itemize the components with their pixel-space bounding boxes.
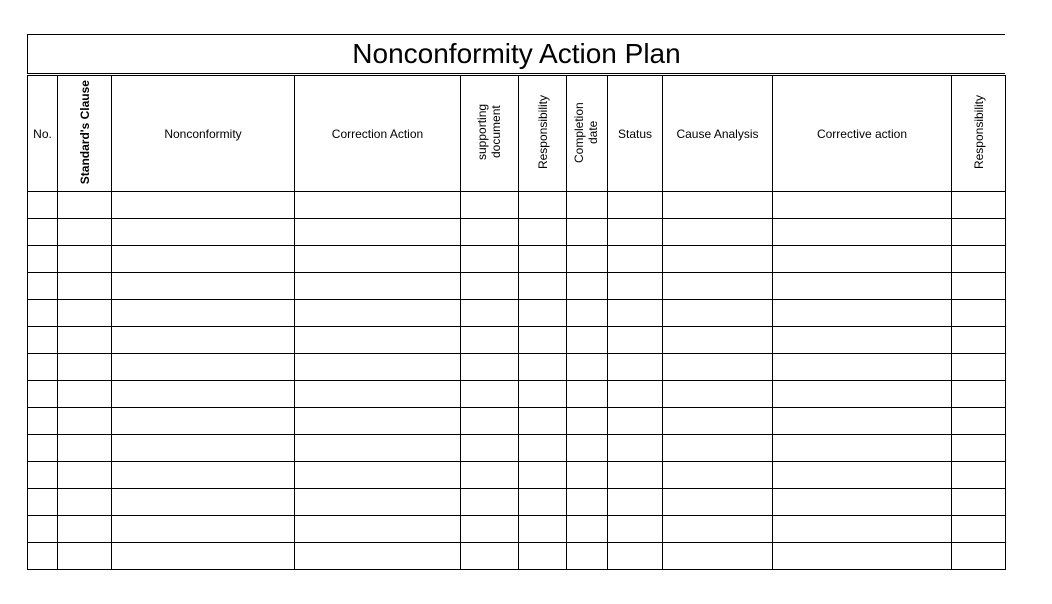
table-cell[interactable] bbox=[112, 462, 295, 489]
table-row bbox=[28, 192, 1006, 219]
table-cell[interactable] bbox=[773, 381, 952, 408]
table-cell[interactable] bbox=[58, 300, 112, 327]
table-cell[interactable] bbox=[519, 327, 567, 354]
table-cell[interactable] bbox=[295, 516, 461, 543]
table-cell[interactable] bbox=[952, 246, 1006, 273]
table-cell[interactable] bbox=[773, 327, 952, 354]
table-cell[interactable] bbox=[567, 327, 608, 354]
table-cell[interactable] bbox=[28, 246, 58, 273]
table-cell[interactable] bbox=[28, 273, 58, 300]
column-header-responsibility bbox=[519, 76, 567, 192]
table-cell[interactable] bbox=[608, 408, 663, 435]
table-cell[interactable] bbox=[112, 516, 295, 543]
table-cell[interactable] bbox=[663, 300, 773, 327]
column-header-label: Corrective action bbox=[816, 126, 908, 141]
table-cell[interactable] bbox=[952, 273, 1006, 300]
table-cell[interactable] bbox=[28, 381, 58, 408]
table-row bbox=[28, 354, 1006, 381]
table-cell[interactable] bbox=[773, 408, 952, 435]
table-cell[interactable] bbox=[295, 219, 461, 246]
table-cell[interactable] bbox=[28, 462, 58, 489]
column-header-no bbox=[28, 76, 58, 192]
table-cell[interactable] bbox=[461, 408, 519, 435]
table-row bbox=[28, 516, 1006, 543]
table-cell[interactable] bbox=[952, 462, 1006, 489]
table-cell[interactable] bbox=[952, 381, 1006, 408]
page-title: Nonconformity Action Plan bbox=[27, 34, 1005, 73]
table-row bbox=[28, 435, 1006, 462]
column-header-status bbox=[608, 76, 663, 192]
table-cell[interactable] bbox=[58, 219, 112, 246]
table-cell[interactable] bbox=[295, 300, 461, 327]
table-cell[interactable] bbox=[663, 435, 773, 462]
table-cell[interactable] bbox=[663, 354, 773, 381]
table-cell[interactable] bbox=[461, 435, 519, 462]
table-cell[interactable] bbox=[608, 300, 663, 327]
table-cell[interactable] bbox=[112, 408, 295, 435]
table-cell[interactable] bbox=[461, 192, 519, 219]
table-cell[interactable] bbox=[461, 246, 519, 273]
table-cell[interactable] bbox=[519, 354, 567, 381]
table-cell[interactable] bbox=[567, 300, 608, 327]
table-cell[interactable] bbox=[112, 219, 295, 246]
table-cell[interactable] bbox=[461, 354, 519, 381]
table-cell[interactable] bbox=[295, 327, 461, 354]
table-cell[interactable] bbox=[663, 516, 773, 543]
table-cell[interactable] bbox=[28, 435, 58, 462]
table-cell[interactable] bbox=[773, 354, 952, 381]
table-cell[interactable] bbox=[519, 462, 567, 489]
table-cell[interactable] bbox=[58, 246, 112, 273]
table-cell[interactable] bbox=[112, 435, 295, 462]
table-cell[interactable] bbox=[567, 192, 608, 219]
column-header-label: Status bbox=[617, 126, 653, 141]
table-cell[interactable] bbox=[295, 273, 461, 300]
table-cell[interactable] bbox=[663, 381, 773, 408]
table-cell[interactable] bbox=[58, 489, 112, 516]
table-cell[interactable] bbox=[608, 327, 663, 354]
column-header-label: supporting document bbox=[474, 103, 503, 161]
table-cell[interactable] bbox=[461, 543, 519, 570]
column-header-corrective-action bbox=[773, 76, 952, 192]
column-header-label: Nonconformity bbox=[164, 126, 242, 141]
table-cell[interactable] bbox=[663, 192, 773, 219]
table-row bbox=[28, 408, 1006, 435]
table-cell[interactable] bbox=[663, 219, 773, 246]
action-plan-sheet bbox=[27, 34, 1005, 576]
table-cell[interactable] bbox=[663, 273, 773, 300]
table-cell[interactable] bbox=[663, 543, 773, 570]
table-cell[interactable] bbox=[295, 381, 461, 408]
table-cell[interactable] bbox=[58, 408, 112, 435]
table-row bbox=[28, 219, 1006, 246]
table-cell[interactable] bbox=[519, 489, 567, 516]
table-cell[interactable] bbox=[295, 354, 461, 381]
column-header-cause-analysis bbox=[663, 76, 773, 192]
table-row bbox=[28, 246, 1006, 273]
action-plan-table bbox=[27, 75, 1006, 570]
table-cell[interactable] bbox=[58, 327, 112, 354]
table-cell[interactable] bbox=[952, 219, 1006, 246]
table-cell[interactable] bbox=[663, 246, 773, 273]
table-cell[interactable] bbox=[28, 516, 58, 543]
table-cell[interactable] bbox=[519, 246, 567, 273]
table-cell[interactable] bbox=[112, 246, 295, 273]
column-header-label: Responsibility bbox=[971, 94, 986, 170]
table-cell[interactable] bbox=[608, 543, 663, 570]
table-cell[interactable] bbox=[567, 435, 608, 462]
table-cell[interactable] bbox=[461, 327, 519, 354]
table-cell[interactable] bbox=[519, 435, 567, 462]
table-cell[interactable] bbox=[608, 516, 663, 543]
table-cell[interactable] bbox=[519, 381, 567, 408]
table-cell[interactable] bbox=[112, 381, 295, 408]
table-cell[interactable] bbox=[58, 462, 112, 489]
table-cell[interactable] bbox=[608, 192, 663, 219]
table-cell[interactable] bbox=[295, 408, 461, 435]
table-cell[interactable] bbox=[295, 246, 461, 273]
column-header-label: Cause Analysis bbox=[676, 126, 759, 141]
table-cell[interactable] bbox=[28, 219, 58, 246]
table-cell[interactable] bbox=[608, 435, 663, 462]
column-header-label: Correction Action bbox=[331, 126, 424, 141]
column-header-standards-clause bbox=[58, 76, 112, 192]
table-cell[interactable] bbox=[295, 192, 461, 219]
table-cell[interactable] bbox=[112, 354, 295, 381]
table-cell[interactable] bbox=[773, 435, 952, 462]
table-cell[interactable] bbox=[773, 489, 952, 516]
column-header-label: Responsibility bbox=[535, 94, 550, 170]
column-header-correction-action bbox=[295, 76, 461, 192]
table-cell[interactable] bbox=[58, 273, 112, 300]
table-cell[interactable] bbox=[295, 543, 461, 570]
table-cell[interactable] bbox=[952, 435, 1006, 462]
table-cell[interactable] bbox=[952, 543, 1006, 570]
column-header-completion-date bbox=[567, 76, 608, 192]
table-cell[interactable] bbox=[58, 381, 112, 408]
table-cell[interactable] bbox=[295, 462, 461, 489]
table-cell[interactable] bbox=[567, 381, 608, 408]
table-cell[interactable] bbox=[608, 462, 663, 489]
table-cell[interactable] bbox=[608, 381, 663, 408]
table-cell[interactable] bbox=[112, 300, 295, 327]
table-row bbox=[28, 273, 1006, 300]
table-row bbox=[28, 543, 1006, 570]
table-cell[interactable] bbox=[567, 462, 608, 489]
table-cell[interactable] bbox=[952, 516, 1006, 543]
table-cell[interactable] bbox=[461, 219, 519, 246]
table-cell[interactable] bbox=[28, 489, 58, 516]
table-cell[interactable] bbox=[519, 273, 567, 300]
table-row bbox=[28, 300, 1006, 327]
table-cell[interactable] bbox=[773, 192, 952, 219]
column-header-responsibility-2 bbox=[952, 76, 1006, 192]
table-cell[interactable] bbox=[112, 489, 295, 516]
table-cell[interactable] bbox=[952, 354, 1006, 381]
table-body bbox=[28, 192, 1006, 570]
table-cell[interactable] bbox=[952, 489, 1006, 516]
table-cell[interactable] bbox=[28, 408, 58, 435]
table-cell[interactable] bbox=[567, 543, 608, 570]
table-cell[interactable] bbox=[773, 516, 952, 543]
table-cell[interactable] bbox=[461, 462, 519, 489]
table-cell[interactable] bbox=[461, 300, 519, 327]
table-row bbox=[28, 462, 1006, 489]
table-cell[interactable] bbox=[663, 489, 773, 516]
table-cell[interactable] bbox=[773, 246, 952, 273]
column-header-supporting-document bbox=[461, 76, 519, 192]
table-cell[interactable] bbox=[461, 381, 519, 408]
table-row bbox=[28, 327, 1006, 354]
table-cell[interactable] bbox=[952, 327, 1006, 354]
table-cell[interactable] bbox=[295, 489, 461, 516]
column-header-label: Completion date bbox=[572, 101, 600, 163]
table-cell[interactable] bbox=[519, 543, 567, 570]
table-cell[interactable] bbox=[773, 543, 952, 570]
table-cell[interactable] bbox=[58, 192, 112, 219]
table-cell[interactable] bbox=[567, 219, 608, 246]
table-cell[interactable] bbox=[519, 192, 567, 219]
table-cell[interactable] bbox=[58, 543, 112, 570]
table-cell[interactable] bbox=[112, 192, 295, 219]
table-cell[interactable] bbox=[608, 219, 663, 246]
header-row bbox=[28, 76, 1006, 192]
table-cell[interactable] bbox=[519, 516, 567, 543]
column-header-label: No. bbox=[33, 126, 52, 141]
table-cell[interactable] bbox=[567, 516, 608, 543]
table-cell[interactable] bbox=[28, 543, 58, 570]
table-cell[interactable] bbox=[461, 273, 519, 300]
table-cell[interactable] bbox=[28, 354, 58, 381]
table-cell[interactable] bbox=[28, 300, 58, 327]
table-cell[interactable] bbox=[28, 192, 58, 219]
table-cell[interactable] bbox=[608, 489, 663, 516]
table-cell[interactable] bbox=[773, 300, 952, 327]
table-cell[interactable] bbox=[58, 354, 112, 381]
table-cell[interactable] bbox=[567, 273, 608, 300]
table-cell[interactable] bbox=[773, 273, 952, 300]
table-cell[interactable] bbox=[663, 327, 773, 354]
table-cell[interactable] bbox=[519, 219, 567, 246]
table-cell[interactable] bbox=[567, 489, 608, 516]
table-row bbox=[28, 489, 1006, 516]
table-cell[interactable] bbox=[461, 516, 519, 543]
table-cell[interactable] bbox=[58, 435, 112, 462]
table-cell[interactable] bbox=[773, 462, 952, 489]
column-header-label: Standard's Clause bbox=[77, 79, 92, 185]
table-cell[interactable] bbox=[608, 246, 663, 273]
table-cell[interactable] bbox=[519, 408, 567, 435]
table-cell[interactable] bbox=[295, 435, 461, 462]
table-cell[interactable] bbox=[952, 300, 1006, 327]
table-cell[interactable] bbox=[112, 327, 295, 354]
table-cell[interactable] bbox=[461, 489, 519, 516]
table-row bbox=[28, 381, 1006, 408]
table-cell[interactable] bbox=[28, 327, 58, 354]
column-header-nonconformity bbox=[112, 76, 295, 192]
table-cell[interactable] bbox=[112, 543, 295, 570]
table-cell[interactable] bbox=[608, 354, 663, 381]
table-cell[interactable] bbox=[773, 219, 952, 246]
table-cell[interactable] bbox=[58, 516, 112, 543]
table-cell[interactable] bbox=[567, 246, 608, 273]
table-cell[interactable] bbox=[952, 192, 1006, 219]
table-cell[interactable] bbox=[952, 408, 1006, 435]
table-cell[interactable] bbox=[112, 273, 295, 300]
table-cell[interactable] bbox=[608, 273, 663, 300]
table-cell[interactable] bbox=[663, 462, 773, 489]
table-cell[interactable] bbox=[567, 408, 608, 435]
table-cell[interactable] bbox=[567, 354, 608, 381]
table-cell[interactable] bbox=[663, 408, 773, 435]
table-cell[interactable] bbox=[519, 300, 567, 327]
